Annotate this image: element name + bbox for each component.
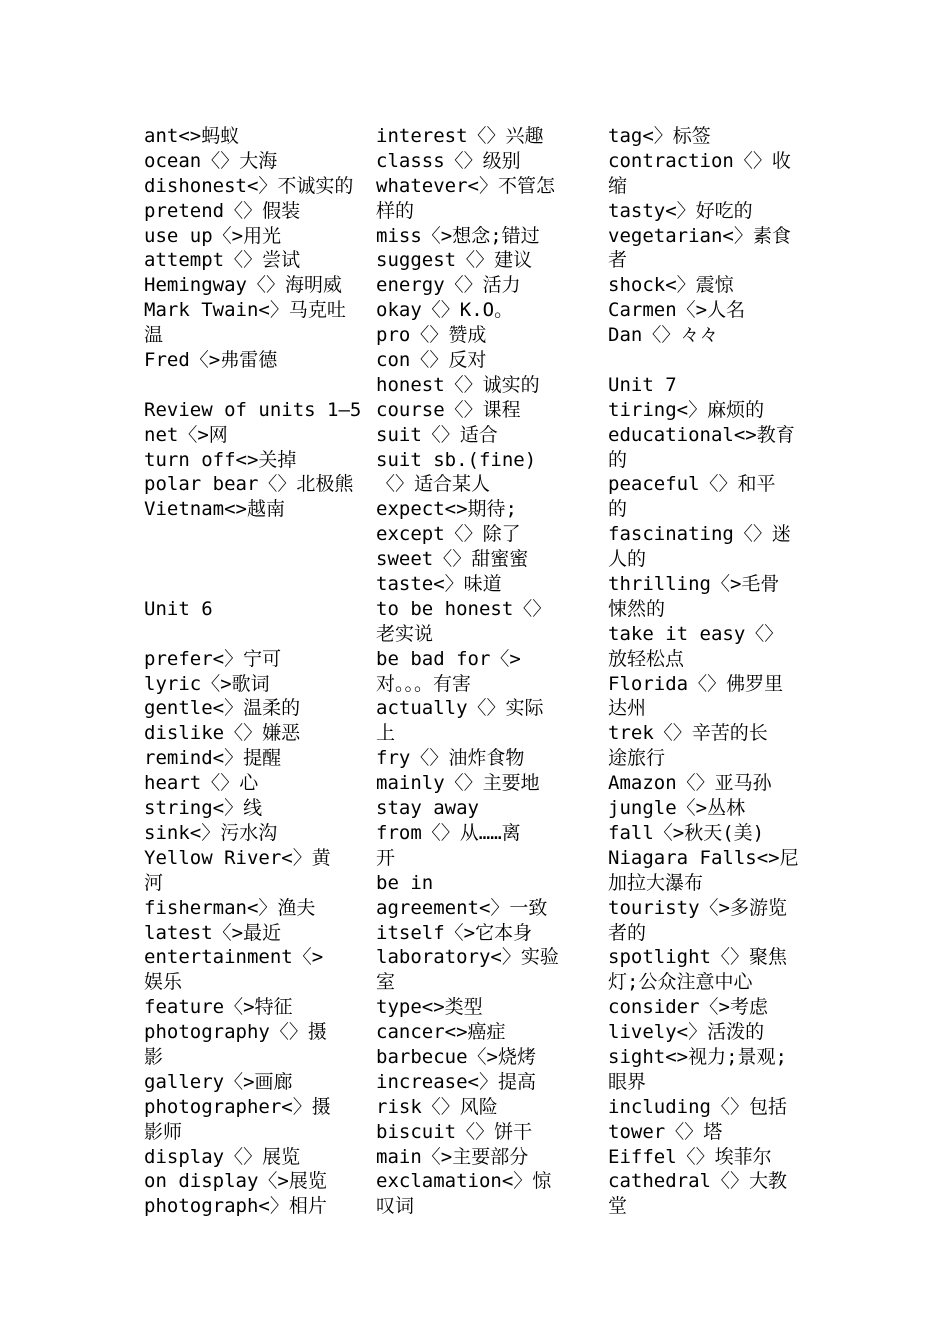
- vocab-line: 影: [144, 1045, 164, 1068]
- vocab-line: [144, 572, 370, 597]
- vocab-line: fascinating〈〉迷: [608, 523, 791, 546]
- vocab-line: agreement<〉一致: [376, 896, 548, 919]
- vocab-line: cancer<>癌症: [376, 1021, 506, 1044]
- vocab-line: type<>类型: [376, 996, 483, 1019]
- vocab-line: lyric〈>歌词: [144, 672, 270, 695]
- vocab-line: 上: [376, 722, 396, 745]
- vocab-line: 者的: [608, 921, 647, 944]
- vocab-line: 加拉大瀑布: [608, 871, 704, 894]
- vocab-line: tower〈〉塔: [608, 1120, 723, 1143]
- vocab-line: lively<〉活泼的: [608, 1021, 765, 1044]
- vocab-line: 人的: [608, 548, 647, 571]
- vocab-line: contraction〈〉收: [608, 149, 791, 172]
- vocab-line: pro〈〉赞成: [376, 324, 487, 347]
- vocab-line: 样的: [376, 199, 415, 222]
- vocab-line: 者: [608, 249, 628, 272]
- vocab-line: fry〈〉油炸食物: [376, 747, 525, 770]
- vocab-line: suggest〈〉建议: [376, 249, 533, 272]
- vocab-line: [144, 373, 370, 398]
- vocab-line: interest〈〉兴趣: [376, 125, 544, 147]
- vocab-line: thrilling〈>毛骨: [608, 573, 780, 596]
- vocab-line: Dan〈〉々々: [608, 324, 719, 347]
- vocab-line: 放轻松点: [608, 647, 685, 670]
- vocab-line: exclamation<〉惊: [376, 1170, 552, 1193]
- vocab-column-2: [376, 124, 598, 1219]
- vocab-line: [608, 348, 804, 373]
- vocab-line: 对。。。有害: [376, 672, 472, 695]
- vocab-line: actually〈〉实际: [376, 697, 544, 720]
- vocab-line: fall〈>秋天(美): [608, 821, 765, 844]
- vocab-line: 悚然的: [608, 597, 666, 620]
- vocab-line: expect<>期待;: [376, 498, 517, 521]
- vocab-line: take it easy〈〉: [608, 622, 784, 645]
- vocab-line: suit〈〉适合: [376, 423, 498, 446]
- vocab-line: sink<〉污水沟: [144, 821, 278, 844]
- vocab-line: photographer<〉摄: [144, 1095, 331, 1118]
- vocab-line: Unit 6: [144, 597, 213, 620]
- vocab-line: photography〈〉摄: [144, 1021, 327, 1044]
- vocab-line: Florida〈〉佛罗里: [608, 672, 784, 695]
- vocab-line: whatever<〉不管怎: [376, 174, 555, 197]
- vocab-line: [144, 547, 370, 572]
- vocab-line: net〈>网: [144, 423, 228, 446]
- vocab-line: to be honest〈〉: [376, 597, 552, 620]
- vocab-line: Mark Twain<〉马克吐: [144, 299, 346, 322]
- vocab-line: consider〈>考虑: [608, 996, 768, 1019]
- vocab-line: 的: [608, 448, 628, 471]
- vocab-line: be bad for〈>: [376, 647, 521, 670]
- vocab-line: entertainment〈>: [144, 946, 324, 969]
- vocab-line: 室: [376, 971, 396, 994]
- vocab-line: heart〈〉心: [144, 772, 259, 795]
- vocab-line: tasty<〉好吃的: [608, 199, 753, 222]
- vocab-line: 眼界: [608, 1070, 647, 1093]
- vocab-line: 缩: [608, 174, 628, 197]
- vocab-line: latest〈>最近: [144, 921, 282, 944]
- vocab-line: mainly〈〉主要地: [376, 772, 540, 795]
- vocab-line: spotlight〈〉聚焦: [608, 946, 787, 969]
- vocab-line: Eiffel〈〉埃菲尔: [608, 1145, 772, 1168]
- vocab-line: taste<〉味道: [376, 573, 502, 596]
- vocab-line: 达州: [608, 697, 647, 720]
- vocab-line: increase<〉提高: [376, 1070, 536, 1093]
- vocab-line: Hemingway〈〉海明威: [144, 274, 342, 297]
- vocab-line: remind<〉提醒: [144, 747, 282, 770]
- vocab-line: dishonest<〉不诚实的: [144, 174, 354, 197]
- vocab-line: 〈〉适合某人: [376, 473, 491, 496]
- vocab-line: use up〈>用光: [144, 224, 282, 247]
- vocab-line: sight<>视力;景观;: [608, 1045, 787, 1068]
- vocab-line: except〈〉除了: [376, 523, 521, 546]
- vocab-line: including〈〉包括: [608, 1095, 787, 1118]
- vocab-line: shock<〉震惊: [608, 274, 734, 297]
- vocab-line: Fred〈>弗雷德: [144, 349, 278, 372]
- vocab-line: [144, 522, 370, 547]
- vocab-line: okay〈〉K.O。: [376, 299, 514, 322]
- vocab-line: [144, 622, 370, 647]
- vocab-line: prefer<〉宁可: [144, 647, 282, 670]
- vocab-line: ant<>蚂蚁: [144, 125, 240, 147]
- vocab-column-3: [608, 124, 804, 1219]
- vocab-column-1: [144, 124, 370, 1219]
- vocab-line: 堂: [608, 1195, 628, 1218]
- vocab-line: turn off<>关掉: [144, 448, 297, 471]
- vocab-line: biscuit〈〉饼干: [376, 1120, 533, 1143]
- vocab-line: 途旅行: [608, 747, 666, 770]
- vocab-line: polar bear〈〉北极熊: [144, 473, 354, 496]
- vocab-line: 温: [144, 324, 164, 347]
- vocab-line: jungle〈>丛林: [608, 797, 746, 820]
- vocab-line: dislike〈〉嫌恶: [144, 722, 301, 745]
- vocab-line: 叹词: [376, 1195, 415, 1218]
- vocab-line: 的: [608, 498, 628, 521]
- vocab-line: 老实说: [376, 622, 434, 645]
- vocab-line: be in: [376, 871, 434, 894]
- vocab-line: Review of units 1—5: [144, 398, 362, 421]
- vocab-line: ocean〈〉大海: [144, 149, 278, 172]
- vocab-line: gentle<〉温柔的: [144, 697, 301, 720]
- vocab-line: peaceful〈〉和平: [608, 473, 776, 496]
- vocab-line: Niagara Falls<>尼: [608, 846, 799, 869]
- vocab-line: con〈〉反对: [376, 349, 487, 372]
- vocab-line: touristy〈>多游览: [608, 896, 787, 919]
- vocab-line: 河: [144, 871, 164, 894]
- vocab-line: Unit 7: [608, 373, 677, 396]
- vocab-line: Yellow River<〉黄: [144, 846, 331, 869]
- vocab-line: Vietnam<>越南: [144, 498, 285, 521]
- vocab-line: 影师: [144, 1120, 183, 1143]
- vocab-line: gallery〈>画廊: [144, 1070, 293, 1093]
- vocab-line: suit sb.(fine): [376, 448, 537, 471]
- vocab-line: 灯;公众注意中心: [608, 971, 753, 994]
- vocab-line: main〈>主要部分: [376, 1145, 529, 1168]
- vocab-line: course〈〉课程: [376, 398, 521, 421]
- vocab-line: attempt〈〉尝试: [144, 249, 301, 272]
- vocab-line: tag<〉标签: [608, 125, 711, 147]
- vocab-line: tiring<〉麻烦的: [608, 398, 765, 421]
- vocab-line: photograph<〉相片: [144, 1195, 327, 1218]
- vocab-line: laboratory<〉实验: [376, 946, 559, 969]
- vocab-line: Amazon〈〉亚马孙: [608, 772, 772, 795]
- vocab-line: classs〈〉级别: [376, 149, 521, 172]
- vocab-line: 开: [376, 846, 396, 869]
- vocab-line: stay away: [376, 797, 479, 820]
- vocab-line: string<〉线: [144, 797, 263, 820]
- vocab-line: display〈〉展览: [144, 1145, 301, 1168]
- vocab-line: barbecue〈>烧烤: [376, 1045, 536, 1068]
- vocab-line: from〈〉从……离: [376, 821, 521, 844]
- vocab-line: 娱乐: [144, 971, 183, 994]
- vocab-line: pretend〈〉假装: [144, 199, 301, 222]
- vocab-line: trek〈〉辛苦的长: [608, 722, 768, 745]
- vocab-line: on display〈>展览: [144, 1170, 327, 1193]
- vocab-line: sweet〈〉甜蜜蜜: [376, 548, 529, 571]
- vocab-line: vegetarian<〉素食: [608, 224, 791, 247]
- vocab-line: energy〈〉活力: [376, 274, 521, 297]
- vocab-line: educational<>教育: [608, 423, 795, 446]
- vocab-line: cathedral〈〉大教: [608, 1170, 787, 1193]
- vocab-line: miss〈>想念;错过: [376, 224, 540, 247]
- vocab-line: honest〈〉诚实的: [376, 373, 540, 396]
- vocab-line: Carmen〈>人名: [608, 299, 746, 322]
- vocab-line: feature〈>特征: [144, 996, 293, 1019]
- vocab-line: fisherman<〉渔夫: [144, 896, 316, 919]
- vocab-line: risk〈〉风险: [376, 1095, 498, 1118]
- vocab-line: itself〈>它本身: [376, 921, 533, 944]
